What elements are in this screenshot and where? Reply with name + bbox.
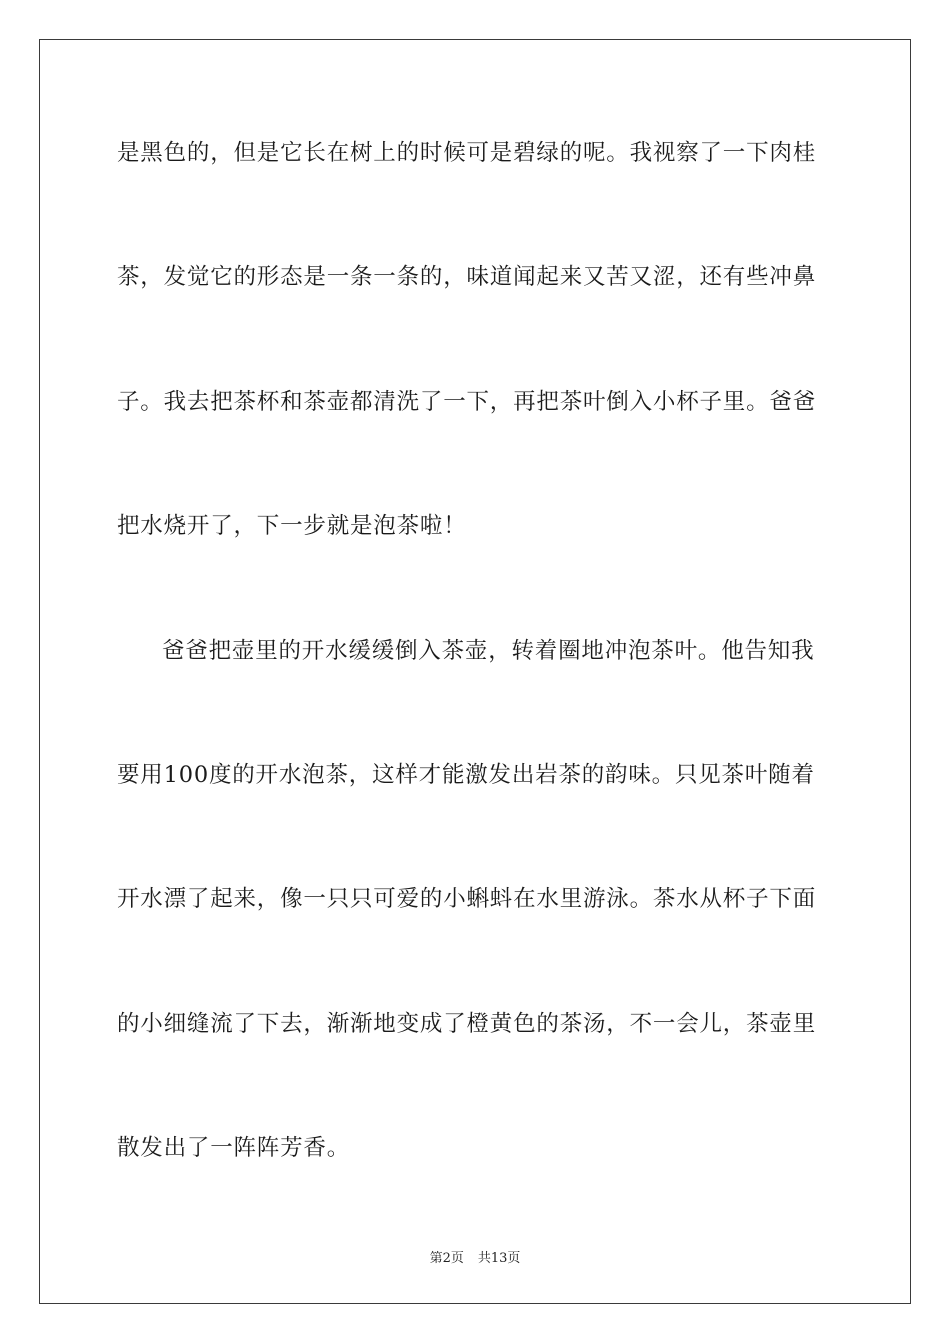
- text-line: 要用100度的开水泡茶，这样才能激发出岩茶的韵味。只见茶叶随着: [117, 761, 815, 788]
- text-line: 爸爸把壶里的开水缓缓倒入茶壶，转着圈地冲泡茶叶。他告知我: [162, 637, 815, 664]
- document-body: [117, 126, 837, 1246]
- text-line: 是黑色的，但是它长在树上的时候可是碧绿的呢。我视察了一下肉桂: [117, 140, 817, 166]
- text-line: 开水漂了起来，像一只只可爱的小蝌蚪在水里游泳。茶水从杯子下面: [117, 886, 817, 913]
- text-line: 散发出了一阵阵芳香。: [117, 1135, 351, 1162]
- text-line: 子。我去把茶杯和茶壶都清洗了一下，再把茶叶倒入小杯子里。爸爸: [117, 388, 817, 415]
- paragraph-1: [117, 126, 837, 624]
- paragraph-2: [117, 624, 837, 1246]
- text-line: 的小细缝流了下去，渐渐地变成了橙黄色的茶汤，不一会儿，茶壶里: [117, 1010, 817, 1037]
- page-total: 共13页: [477, 1251, 521, 1266]
- page-number: 第2页: [429, 1251, 464, 1266]
- text-line: 把水烧开了，下一步就是泡茶啦！: [117, 513, 467, 540]
- text-line: 茶，发觉它的形态是一条一条的，味道闻起来又苦又涩，还有些冲鼻: [117, 264, 817, 291]
- page-footer: [0, 1247, 950, 1266]
